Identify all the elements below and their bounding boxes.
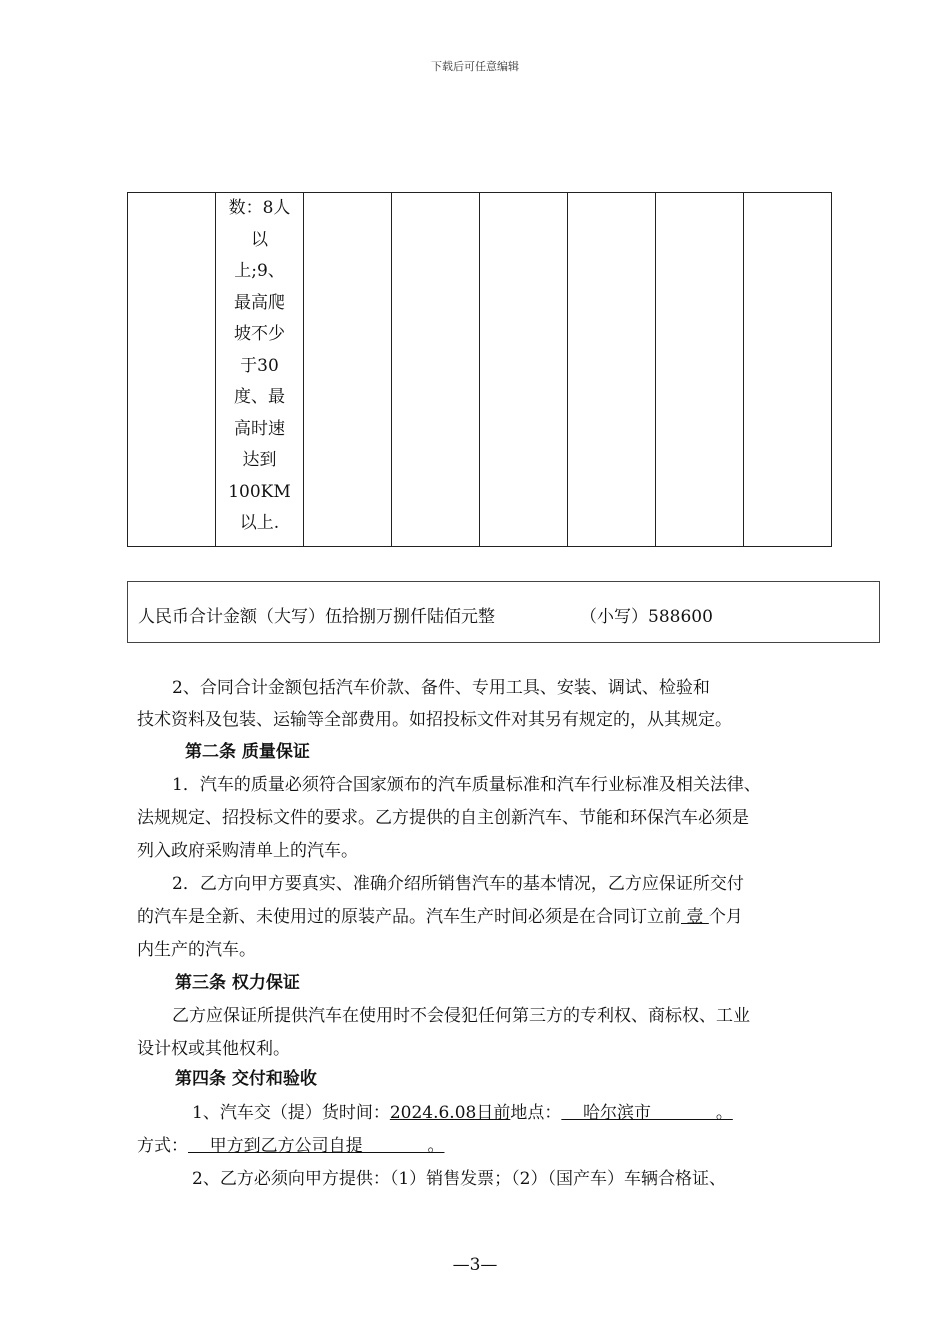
article-2-p2-line3: 内生产的汽车。 — [137, 940, 256, 960]
text-segment: 地点： — [510, 1103, 562, 1123]
text-segment: 的汽车是全新、未使用过的原装产品。汽车生产时间必须是在合同订立前 — [137, 907, 681, 927]
article-2-p1-line1: 1．汽车的质量必须符合国家颁布的汽车质量标准和汽车行业标准及相关法律、 — [172, 775, 761, 795]
article-4-p1-line2 — [137, 1136, 444, 1156]
article-3-line2: 设计权或其他权利。 — [137, 1039, 290, 1059]
clause-2-line1: 2、合同合计金额包括汽车价款、备件、专用工具、安装、调试、检验和 — [172, 678, 710, 698]
months-field: 壹 — [681, 907, 709, 927]
total-amount-figure: （小写）588600 — [580, 607, 713, 627]
article-2-title: 第二条 质量保证 — [185, 742, 310, 762]
spec-cell — [216, 193, 304, 547]
spec-line: 坡不少 — [234, 324, 285, 344]
text-segment: 1、汽车交（提）货时间： — [192, 1103, 390, 1123]
spec-line: 于30 — [240, 355, 279, 376]
spec-line: 度、最 — [234, 387, 285, 407]
total-amount-words: 人民币合计金额（大写）伍拾捌万捌仟陆佰元整 — [138, 607, 495, 627]
table-cell — [656, 193, 744, 547]
table-cell — [304, 193, 392, 547]
spec-line: 高时速 — [234, 418, 285, 439]
table-cell — [568, 193, 656, 547]
delivery-location-field: 哈尔滨市 。 — [561, 1103, 733, 1123]
text-segment: 方式： — [137, 1136, 188, 1156]
spec-line: 上;9、 — [234, 261, 285, 281]
spec-line: 最高爬 — [234, 292, 285, 313]
table-cell — [392, 193, 480, 547]
article-3-line1: 乙方应保证所提供汽车在使用时不会侵犯任何第三方的专利权、商标权、工业 — [172, 1006, 750, 1026]
clause-2-line2: 技术资料及包装、运输等全部费用。如招投标文件对其另有规定的，从其规定。 — [137, 710, 732, 730]
delivery-method-field: 甲方到乙方公司自提 。 — [188, 1136, 445, 1156]
spec-line: 达到 — [242, 450, 277, 470]
article-4-p1-line1 — [192, 1103, 733, 1123]
page-header: 下载后可任意编辑 — [431, 60, 519, 73]
article-2-p2-line2 — [137, 907, 743, 927]
article-4-title: 第四条 交付和验收 — [175, 1069, 317, 1089]
spec-line: 以 — [251, 229, 268, 250]
page-number: —3— — [452, 1255, 498, 1275]
table-cell — [480, 193, 568, 547]
spec-line: 数：8人 — [228, 198, 291, 218]
article-3-title: 第三条 权力保证 — [175, 973, 300, 993]
spec-table — [127, 192, 832, 547]
delivery-date-field: 2024.6.08日前 — [389, 1103, 511, 1123]
spec-line: 100KM — [228, 481, 291, 502]
total-amount-box — [127, 581, 880, 643]
article-2-p1-line2: 法规规定、招投标文件的要求。乙方提供的自主创新汽车、节能和环保汽车必须是 — [137, 808, 749, 828]
text-segment: 个月 — [708, 907, 743, 927]
table-cell — [744, 193, 832, 547]
table-row — [128, 193, 832, 547]
table-cell — [128, 193, 216, 547]
article-2-p1-line3: 列入政府采购清单上的汽车。 — [137, 841, 358, 861]
article-2-p2-line1: 2．乙方向甲方要真实、准确介绍所销售汽车的基本情况，乙方应保证所交付 — [172, 874, 744, 894]
spec-line: 以上. — [239, 513, 280, 533]
article-4-p2-line1: 2、乙方必须向甲方提供：（1）销售发票；（2）（国产车）车辆合格证、 — [192, 1169, 726, 1189]
